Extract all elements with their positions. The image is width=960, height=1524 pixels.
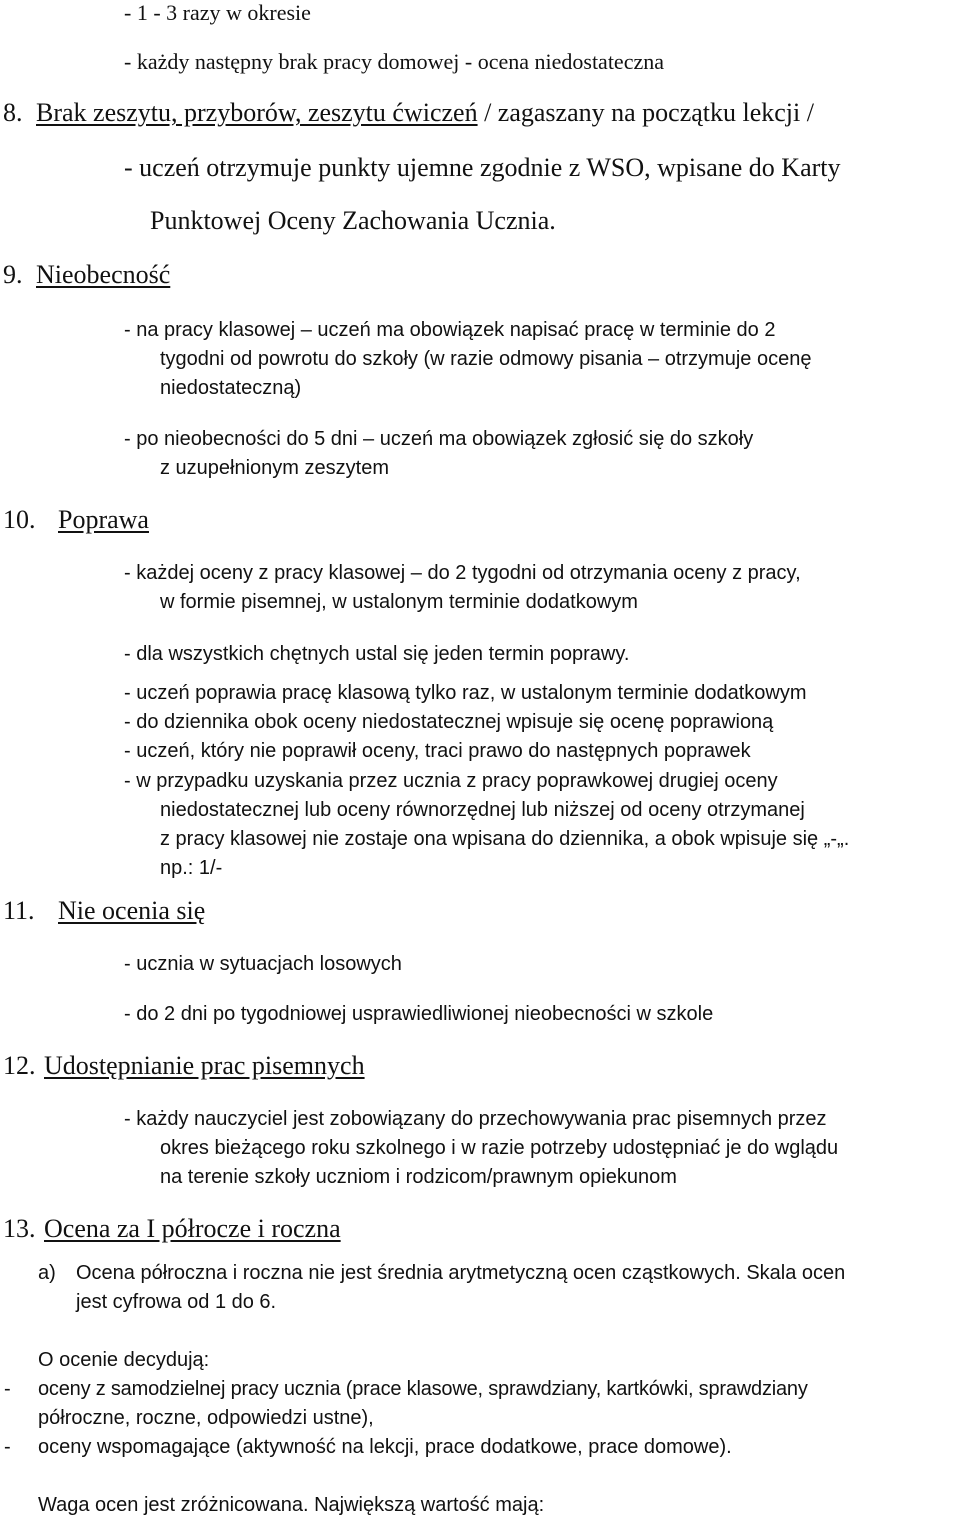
list-item: - uczeń poprawia pracę klasową tylko raz, w ustalonym terminie dodatkowym xyxy=(124,682,807,704)
section-number: 12. xyxy=(3,1051,36,1080)
list-item: - dla wszystkich chętnych ustal się jeden termin poprawy. xyxy=(124,643,630,665)
list-item: oceny wspomagające (aktywność na lekcji, prace dodatkowe, prace domowe). xyxy=(38,1436,732,1458)
list-item: - na pracy klasowej – uczeń ma obowiązek napisać pracę w terminie do 2 xyxy=(124,319,776,341)
section-title: Nie ocenia się xyxy=(58,896,206,925)
list-item: - 1 - 3 razy w okresie xyxy=(124,0,311,25)
list-item: - każdy następny brak pracy domowej - ocena niedostateczna xyxy=(124,49,664,74)
list-item: - po nieobecności do 5 dni – uczeń ma obowiązek zgłosić się do szkoły xyxy=(124,428,754,450)
list-item-continuation: półroczne, roczne, odpowiedzi ustne), xyxy=(38,1407,374,1429)
list-label: a) xyxy=(38,1262,56,1284)
section-heading xyxy=(36,100,814,126)
list-item-continuation: jest cyfrowa od 1 do 6. xyxy=(76,1291,277,1313)
paragraph: Waga ocen jest zróżnicowana. Największą wartość mają: xyxy=(38,1494,545,1516)
list-item-continuation: z pracy klasowej nie zostaje ona wpisana do dziennika, a obok wpisuje się „-„. xyxy=(160,828,850,850)
section-title: Nieobecność xyxy=(36,260,171,289)
list-item-continuation: niedostatecznej lub oceny równorzędnej lub niższej od oceny otrzymanej xyxy=(160,799,805,821)
list-bullet: - xyxy=(4,1436,11,1458)
list-item: - każdy nauczyciel jest zobowiązany do przechowywania prac pisemnych przez xyxy=(124,1108,827,1130)
list-item: - do dziennika obok oceny niedostatecznej wpisuje się ocenę poprawioną xyxy=(124,711,774,733)
section-number: 8. xyxy=(3,98,23,127)
list-item: - do 2 dni po tygodniowej usprawiedliwionej nieobecności w szkole xyxy=(124,1003,714,1025)
list-item-continuation: z uzupełnionym zeszytem xyxy=(160,457,389,479)
list-item-continuation: w formie pisemnej, w ustalonym terminie dodatkowym xyxy=(160,591,638,613)
section-title-rest: / zagaszany na początku lekcji / xyxy=(484,98,814,127)
list-item: - każdej oceny z pracy klasowej – do 2 tygodni od otrzymania oceny z pracy, xyxy=(124,562,801,584)
list-item: - ucznia w sytuacjach losowych xyxy=(124,953,402,975)
list-bullet: - xyxy=(4,1378,11,1400)
list-item-continuation: na terenie szkoły uczniom i rodzicom/prawnym opiekunom xyxy=(160,1166,677,1188)
list-item: - uczeń, który nie poprawił oceny, traci prawo do następnych poprawek xyxy=(124,740,751,762)
list-item-continuation: niedostateczną) xyxy=(160,377,302,399)
list-item-continuation: Punktowej Oceny Zachowania Ucznia. xyxy=(150,206,556,235)
section-number: 13. xyxy=(3,1214,36,1243)
list-item: oceny z samodzielnej pracy ucznia (prace klasowe, sprawdziany, kartkówki, sprawdziany xyxy=(38,1378,808,1400)
section-title: Ocena za I półrocze i roczna xyxy=(44,1214,341,1243)
section-number: 11. xyxy=(3,896,35,925)
list-item-continuation: tygodni od powrotu do szkoły (w razie odmowy pisania – otrzymuje ocenę xyxy=(160,348,812,370)
list-item: - w przypadku uzyskania przez ucznia z pracy poprawkowej drugiej oceny xyxy=(124,770,778,792)
list-item-continuation: np.: 1/- xyxy=(160,857,223,879)
list-item: - uczeń otrzymuje punkty ujemne zgodnie z WSO, wpisane do Karty xyxy=(124,153,841,182)
paragraph: O ocenie decydują: xyxy=(38,1349,210,1371)
section-title: Udostępnianie prac pisemnych xyxy=(44,1051,365,1080)
section-number: 9. xyxy=(3,260,23,289)
section-number: 10. xyxy=(3,505,36,534)
section-title: Brak zeszytu, przyborów, zeszytu ćwiczeń xyxy=(36,98,478,127)
list-item: Ocena półroczna i roczna nie jest średnia arytmetyczną ocen cząstkowych. Skala ocen xyxy=(76,1262,846,1284)
list-item-continuation: okres bieżącego roku szkolnego i w razie potrzeby udostępniać je do wglądu xyxy=(160,1137,839,1159)
section-title: Poprawa xyxy=(58,505,149,534)
